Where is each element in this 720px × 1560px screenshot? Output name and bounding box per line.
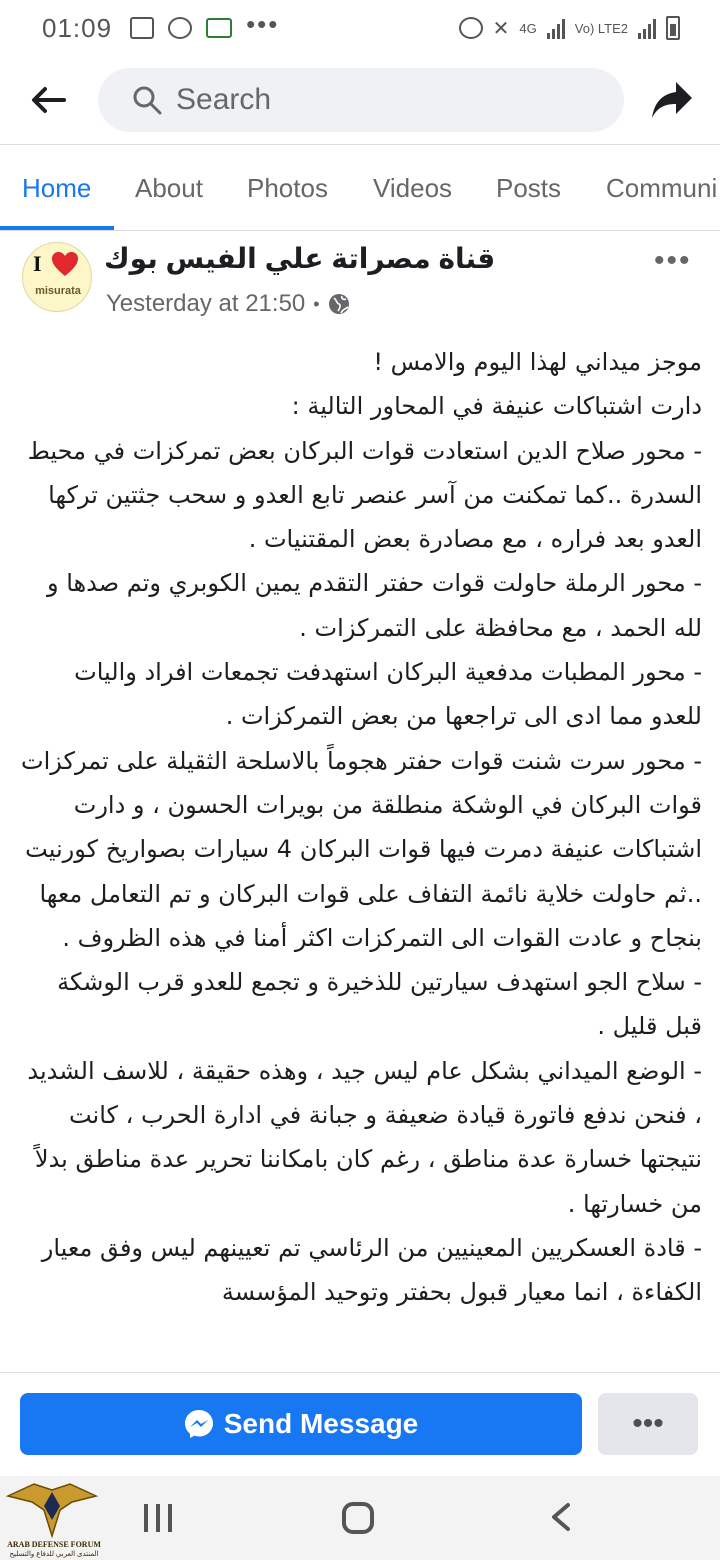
app-notification-icon [206, 18, 232, 38]
post-line: - محور صلاح الدين استعادت قوات البركان بعض تمركزات في محيط السدرة ..كما تمكنت من آسر عنصر تابع العدو و سحب جثتين تركها العدو بعد فراره ، مع مصادرة بعض المقتنيات . [27, 436, 702, 554]
page-name[interactable]: قناة مصراتة علي الفيس بوك [104, 243, 496, 274]
messenger-icon [184, 1409, 214, 1439]
search-box[interactable] [98, 68, 624, 132]
gallery-icon [130, 17, 154, 39]
post-line: - قادة العسكريين المعينيين من الرئاسي تم تعيينهم ليس وفق معيار الكفاءة ، انما معيار قبول بحفتر وتوحيد المؤسسة [41, 1233, 702, 1307]
tabs-divider [0, 230, 720, 231]
more-actions-button[interactable]: ••• [598, 1393, 698, 1455]
avatar-letter: I [33, 251, 42, 276]
tab-about[interactable]: About [135, 173, 203, 203]
share-arrow-icon[interactable] [650, 80, 694, 120]
avatar-caption: misurata [35, 285, 81, 297]
post-line: - محور سرت شنت قوات حفتر هجوماً بالاسلحة الثقيلة على تمركزات قوات البركان في الوشكة منطلقة من بويرات الحسون ، و دارت اشتباكات عنيفة دمرت فيها قوات البركان 4 سيارات بصواريخ كورنيت ..ثم حاولت خلاية نائمة التفاف على قوات البركان و تم التعامل معها بنجاح و عادت القوات الى التمركزات اكثر أمنا في هذه الظروف . [21, 746, 702, 952]
mute-icon: ✕ [492, 17, 510, 40]
tab-community[interactable]: Communi [606, 173, 718, 203]
tab-photos[interactable]: Photos [247, 173, 328, 203]
send-message-button[interactable] [20, 1393, 582, 1455]
recent-apps-icon[interactable] [144, 1504, 174, 1532]
globe-icon [328, 293, 350, 315]
home-icon[interactable] [342, 1502, 374, 1534]
avatar[interactable] [22, 242, 92, 312]
send-message-label: Send Message [223, 1408, 419, 1439]
meta-separator: • [313, 293, 320, 314]
post-line: - محور الرملة حاولت قوات حفتر التقدم يمين الكوبري وتم صدها و لله الحمد ، مع محافظة على التمركزات . [46, 569, 702, 642]
status-right-icons [459, 16, 680, 41]
status-time: 01:09 [42, 12, 113, 43]
status-bar [0, 0, 720, 56]
tab-home[interactable]: Home [22, 173, 92, 203]
battery-icon [666, 16, 680, 40]
header-divider [0, 144, 720, 145]
watermark-line-2: المنتدى العربي للدفاع والتسليح [9, 1551, 99, 1558]
post-timestamp[interactable]: Yesterday at 21:50 [106, 290, 306, 317]
heart-icon [51, 251, 79, 277]
page-tabs [0, 146, 720, 230]
alarm-icon [459, 17, 483, 39]
post-line: - محور المطبات مدفعية البركان استهدفت تجمعات افراد واليات للعدو مما ادى الى تراجعها من بعض التمركزات . [74, 658, 702, 731]
watermark-line-1: ARAB DEFENSE FORUM [7, 1540, 101, 1549]
forum-watermark [4, 1480, 100, 1558]
arrow-left-icon[interactable] [30, 86, 66, 114]
notification-icons [130, 8, 280, 40]
back-icon[interactable] [548, 1502, 574, 1532]
post-options-icon[interactable]: ••• [654, 244, 692, 277]
action-bar [0, 1372, 720, 1476]
search-input[interactable] [176, 83, 596, 117]
post-line: دارت اشتباكات عنيفة في المحاور التالية : [291, 392, 702, 421]
post-meta [106, 290, 350, 318]
more-notifications-icon: ••• [246, 8, 280, 39]
volte-label: Vo) LTE2 [574, 20, 628, 36]
post-line: - سلاح الجو استهدف سيارتين للذخيرة و تجمع للعدو قرب الوشكة قبل قليل . [57, 968, 702, 1041]
eagle-logo-icon [4, 1480, 100, 1540]
post-line: - الوضع الميداني بشكل عام ليس جيد ، وهذه حقيقة ، للاسف الشديد ، فنحن ندفع فاتورة قيادة ضعيفة و جبانة في ادارة الحرب ، كانت نتيجتها خسارة عدة مناطق ، رغم كان بامكاننا تحرير عدة مناطق بدلاً من خسارتها . [27, 1056, 702, 1218]
signal-icon [547, 17, 565, 39]
sync-icon [168, 17, 192, 39]
signal-2-icon [638, 17, 656, 39]
top-bar [0, 56, 720, 144]
network-label: 4G [519, 20, 537, 36]
tab-videos[interactable]: Videos [373, 173, 453, 203]
post-line: موجز ميداني لهذا اليوم والامس ! [373, 348, 702, 376]
system-nav-bar [0, 1476, 720, 1560]
search-icon [132, 85, 162, 115]
tab-posts[interactable]: Posts [496, 173, 562, 203]
post-body [18, 340, 702, 1370]
